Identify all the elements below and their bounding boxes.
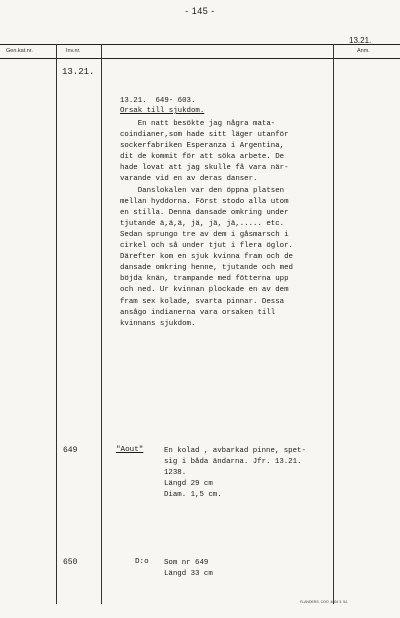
story-line: böjda knän, trampande med fötterna upp: [120, 275, 289, 284]
entry-line: sig i båda ändarna. Jfr. 13.21.: [164, 458, 302, 467]
column-header-inv-nr: Inv.nr.: [66, 48, 81, 54]
story-line: mellan hyddorna. Först stodo alla utom: [120, 197, 289, 206]
story-reference: 13.21. 649- 603.: [120, 97, 196, 105]
story-line: fram sex kolade, svarta pinnar. Dessa: [120, 297, 285, 306]
story-line: varande vid en av deras danser.: [120, 175, 258, 184]
story-line: Sedan sprungo tre av dem i gåsmarsch i: [120, 230, 289, 239]
entry-line: Längd 29 cm: [164, 480, 213, 489]
header-rule: [0, 58, 400, 59]
story-line: hade lovat att jag skulle få vara när-: [120, 164, 289, 173]
story-line: tjutande ä,ä,ä, jä, jä, jä,..... etc.: [120, 219, 285, 228]
story-body: [120, 119, 293, 330]
entry-line: 1238.: [164, 469, 187, 478]
column-header-row: [0, 47, 400, 57]
section-code: 13.21.: [62, 67, 95, 77]
story-line: Därefter kom en sjuk kvinna fram och de: [120, 253, 293, 262]
entry-description: [164, 446, 306, 501]
story-line: dit de kommit för att söka arbete. De: [120, 153, 285, 162]
top-rule: [0, 44, 400, 45]
story-line: Danslokalen var den öppna platsen: [120, 186, 285, 195]
entry-description: [164, 558, 213, 580]
column-divider-2: [101, 44, 102, 604]
printer-footer-note: FLANDERS. COO. 4026 3. 54.: [300, 600, 349, 604]
story-line: kvinnans sjukdom.: [120, 319, 196, 328]
entry-line: En kolad , avbarkad pinne, spet-: [164, 447, 306, 455]
entry-name: "Aout": [116, 446, 144, 454]
header-code: 13.21.: [349, 36, 372, 45]
story-line: coindianer,som hade sitt läger utanför: [120, 131, 289, 140]
story-line: cirkel och så under tjut i flera öglor.: [120, 242, 293, 251]
entry-line: Längd 33 cm: [164, 570, 213, 579]
story-line: dansade omkring henne, tjutande och med: [120, 264, 293, 273]
column-divider-3: [333, 44, 334, 604]
column-divider-1: [56, 44, 57, 604]
entry-line: Som nr 649: [164, 559, 209, 567]
column-header-anm: Anm.: [357, 48, 370, 54]
story-line: En natt besökte jag några mata-: [120, 120, 276, 128]
column-header-gen-kat-nr: Gen.kat.nr.: [6, 48, 33, 54]
entry-inv-number: 650: [63, 558, 78, 567]
entry-line: Diam. 1,5 cm.: [164, 491, 222, 500]
entry-inv-number: 649: [63, 446, 78, 455]
story-title: Orsak till sjukdom.: [120, 107, 205, 115]
entry-name: D:o: [135, 558, 149, 566]
story-line: ansågo indianerna vara orsaken till: [120, 308, 276, 317]
story-line: sockerfabriken Esperanza i Argentina,: [120, 142, 285, 151]
page-number: - 145 -: [185, 6, 215, 16]
story-line: och ned. Ur kvinnan plockade en av dem: [120, 286, 289, 295]
story-line: en stilla. Denna dansade omkring under: [120, 208, 289, 217]
